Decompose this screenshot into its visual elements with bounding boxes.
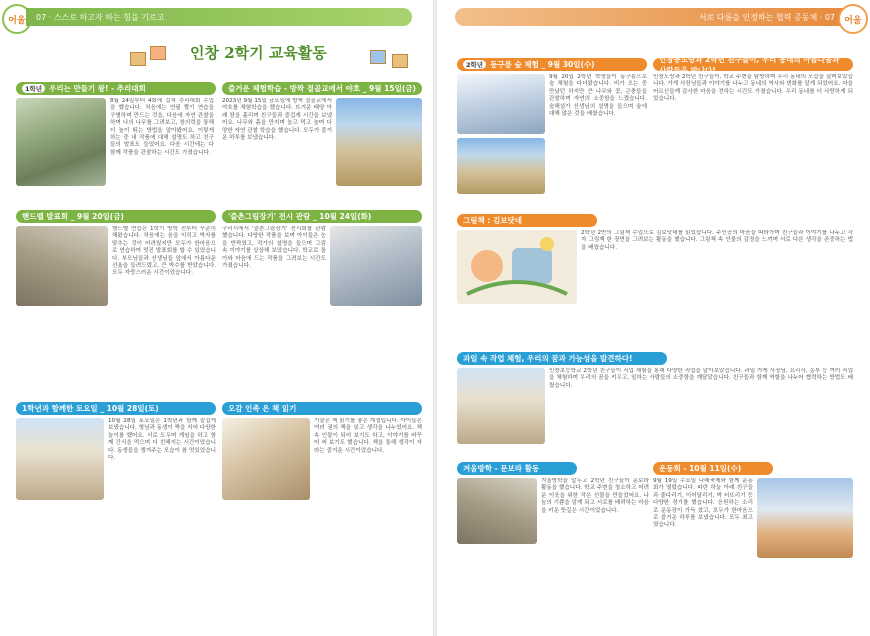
section-title-text: 인창동도랑과 2학년 친구들이, 우리 동네의 아름다움과 사람들을 만나다! <box>659 54 840 75</box>
right-header-bar <box>455 8 845 26</box>
section-title-text: 1학년과 함께한 토요일 _ 10월 28일(토) <box>22 404 159 413</box>
section-body: 기술은 책 읽기를 좋은 계절입니다. 아이들은 여러 권의 책을 읽고 생각을 나누었어요. 책 속 인물이 되어 보기도 하고, 이야기를 바꾸어 써 보기도 했습니다. 책을 통해 생각이 자라는 즐거운 시간이었습니다. <box>314 418 422 454</box>
school-logo: 어울 <box>2 4 32 34</box>
section-title <box>222 82 422 95</box>
section-body: 겨울방학을 앞두고 2학년 친구들이 문보라 활동을 했습니다. 학교 주변을 청소하고 어려운 이웃을 위한 작은 선물을 만들었어요. 나눔의 기쁨을 알게 되고 서로를 배려하는 마음을 키운 뜻깊은 시간이었습니다. <box>541 478 649 514</box>
house-illustration <box>370 50 386 64</box>
section-body: 9월 20일 2학년 학생들이 동구릉으로 숲 체험을 다녀왔습니다. 비가 오는 중 만났던 하지만 큰 나무와 꽃, 곤충들을 관찰하며 자연의 소중함을 느꼈습니다. 숲해설가 선생님의 설명을 들으며 숲에 대해 많은 것을 배웠습니다. <box>549 74 647 118</box>
section-title <box>222 402 422 415</box>
section-title <box>16 402 216 415</box>
section-body: 구리시에서 '즐촌그림장기' 전시회를 관람했습니다. 다양한 작품을 보며 아이들은 눈을 반짝였고, 작가의 설명을 들으며 그림 속 이야기를 상상해 보았습니다. 학교로 돌아와 마음에 드는 작품을 그려보는 시간도 가졌습니다. <box>222 226 326 270</box>
section-title-text: 그림책 : 김보닷네 <box>463 216 522 225</box>
section-title <box>653 462 773 475</box>
section-body: 8월 24일부터 4회에 걸쳐 추리대회 수업을 했습니다. 처음에는 연필 짤기 연습을 구별하며 만드는 것을, 다음에 자연 관찰을 하며 나의 나무를 그려보고, 창의력을 통해 더 높이 뛰는 방법을 알아봤어요. 이렇게 하는 중 내 작품에 대해 설명도 하고 친구들의 발표도 들었어요. 다음 시간에는 다 함께 작품을 관찰하는 시간도 가졌습니다. <box>110 98 214 156</box>
section-body: 9월 19일 수요일 나래축제와 함께 운동회가 열렸습니다. 파란 하늘 아래 친구들과 줄다리기, 이어달리기, 박 터뜨리기 등 다양한 경기를 했습니다. 응원하는 소리로 운동장이 가득 찼고, 모두가 한마음으로 즐거운 하루를 보냈습니다. 모두 최고였습니다. <box>653 478 753 529</box>
section-body: 10월 28일 토요일은 1학년과 함께 즐겁게 보냈습니다. 형님과 동생이 짝을 지어 다양한 놀이를 했어요. 서로 도우며 게임을 하고 함께 간식을 먹으며 더 친해지는 시간이었습니다. 동생들을 챙겨주는 모습이 참 멋있었습니다. <box>108 418 216 462</box>
school-logo: 어울 <box>838 4 868 34</box>
section-title-text: 핸드벨 발표회 _ 9월 20일(금) <box>22 212 124 221</box>
section-body: 2023년 9월 15일 금요일에 방짝 절골교에서 야호를 체험학습을 했습니다. 뜨거운 태양 아래 땀을 흘리며 친구들과 즐겁게 시간을 보냈어요. 나무와 흙을 만지며 놀고 먹고 놀며 다양한 자연 관찰 학습을 했습니다. 모두가 즐거운 하루를 보냈습니다. <box>222 98 332 142</box>
section-title-text: 과일 속 작업 체험, 우리의 꿈과 가능성을 발견하다! <box>463 354 633 363</box>
artwork-svg <box>457 230 577 304</box>
section-title-text: 오감 인족 온 책 읽기 <box>228 404 297 413</box>
picture-book-artwork <box>457 230 577 304</box>
section-title-text: 즐거운 체험학습 - 방짝 절골교에서 야호 _ 9월 15일(금) <box>228 84 416 93</box>
handbell-photo <box>16 226 108 306</box>
section-title-text: 운동회 - 10월 11일(수) <box>659 464 742 473</box>
section-title <box>16 82 216 95</box>
section-title <box>653 54 853 75</box>
right-page <box>437 0 870 636</box>
sports-day-photo <box>757 478 853 558</box>
classroom-photo <box>16 98 106 186</box>
right-header-text: 서로 다름을 인정하는 협력 공동체 · 07 <box>698 12 835 22</box>
page-banner <box>120 32 420 76</box>
section-title <box>16 210 216 223</box>
section-title-text: 겨울방학 - 문보라 활동 <box>463 464 540 473</box>
job-experience-photo <box>457 368 545 444</box>
section-body: 인창초등학교 2학년 친구들이 직업 체험을 통해 다양한 직업을 알아보았습니다. 과일 가게 사장님, 요리사, 농부 등 여러 직업을 체험하며 우리의 꿈을 키우고, 일하는 사람들의 소중함을 깨달았습니다. 친구들과 함께 역할을 나누어 협력하는 방법도 배웠습니다. <box>549 368 853 389</box>
saturday-event-photo <box>16 418 104 500</box>
section-body: 2학년 2반의 그림책 수업으로 김보닷네를 읽었습니다. 주인공의 마음을 따라가며 친구들과 이야기를 나누고 각자 그림책 한 장면을 그려보는 활동을 했습니다. 그림책 속 인물의 감정을 느끼며 서로 다른 생각을 존중하는 법을 배웠습니다. <box>581 230 853 251</box>
section-title-text: 우리는 만들기 왕! - 추리대회 <box>49 84 146 93</box>
left-header-text: 07 · 스스로 하고자 하는 힘을 기르고 <box>36 12 165 22</box>
field-trip-photo <box>336 98 422 186</box>
section-body: 핸드벨 연습은 1학기 방학 전부터 꾸준히 해왔습니다. 처음에는 음을 익히고 박자를 맞추는 것이 어려웠지만 모두가 한마음으로 연습하여 멋진 발표회를 할 수 있었습니다. 부모님들과 선생님들 앞에서 아름다운 선율을 들려드렸고, 큰 박수를 받았습니다. 모두 자랑스러운 시간이었습니다. <box>112 226 216 277</box>
house-illustration <box>150 46 166 60</box>
section-title <box>457 352 667 365</box>
exhibition-photo <box>330 226 422 306</box>
grade-tag: 1학년 <box>22 84 45 93</box>
left-header-bar <box>26 8 412 26</box>
house-illustration <box>130 52 146 66</box>
section-title-text: 동구릉 숲 체험 _ 9월 30일(수) <box>490 60 595 69</box>
section-title-text: '즐촌그림장기' 전시 관람 _ 10월 24일(화) <box>228 212 372 221</box>
page-title: 인창 2학기 교육활동 <box>190 44 327 62</box>
section-body: 인창도랑과 2학년 친구들이, 학교 주변을 탐방하며 우리 동네의 모습을 살펴보았습니다. 가게 사장님들과 이야기를 나누고 동네의 역사와 변화를 알게 되었어요. 마을 어르신들께 감사한 마음을 전하는 시간도 가졌습니다. 우리 동네를 더 사랑하게 되었습니다. <box>653 74 853 103</box>
section-title <box>222 210 422 223</box>
section-title <box>457 462 577 475</box>
volunteer-photo <box>457 478 537 544</box>
section-title <box>457 58 647 71</box>
grade-tag: 2학년 <box>463 60 486 69</box>
forest-photo <box>457 74 545 134</box>
section-title <box>457 214 597 227</box>
forest-photo-2 <box>457 138 545 194</box>
reading-photo <box>222 418 310 500</box>
house-illustration <box>392 54 408 68</box>
left-page <box>0 0 433 636</box>
